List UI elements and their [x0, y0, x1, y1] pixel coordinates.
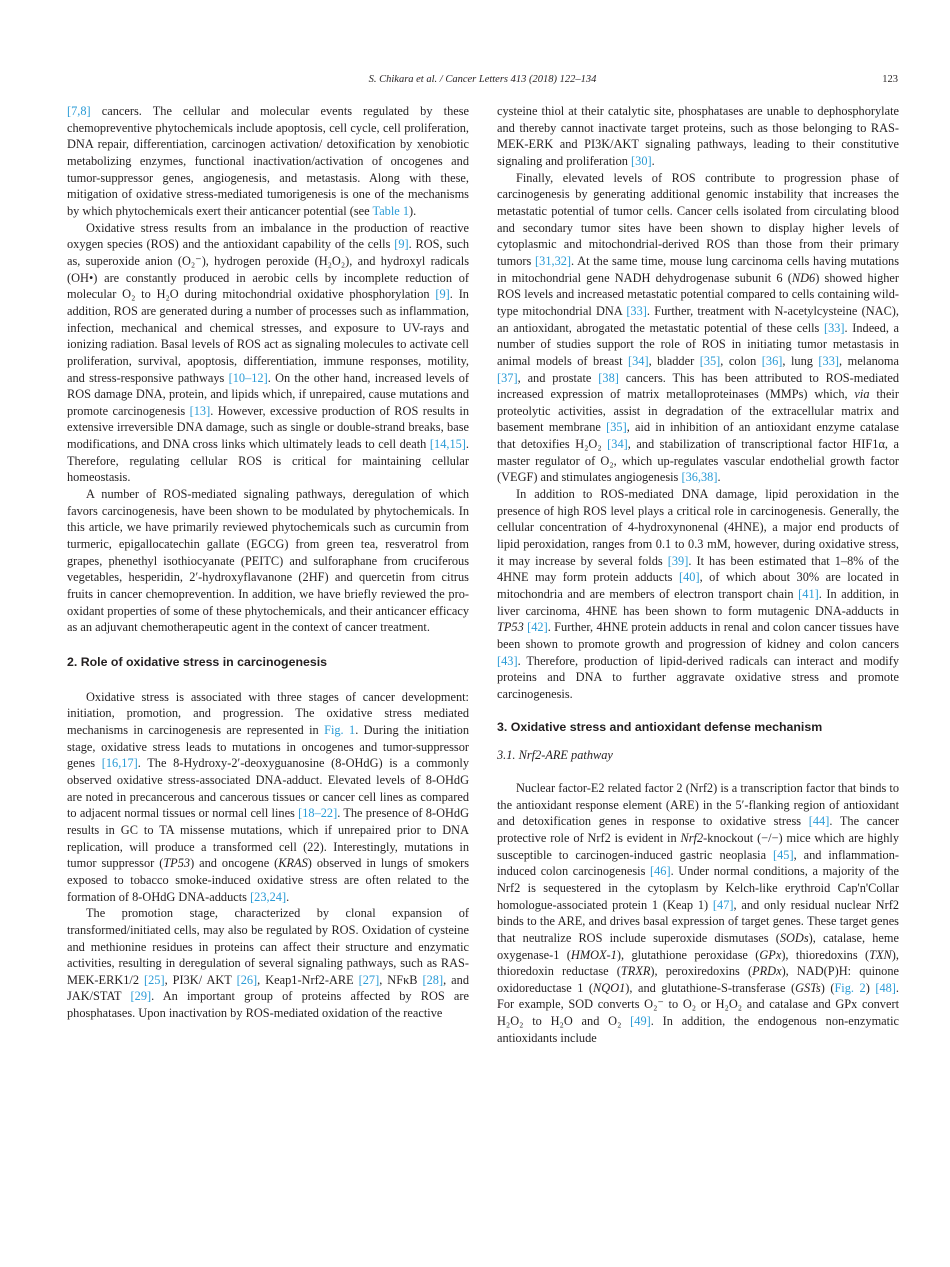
citation-link[interactable]: [18–22]: [298, 806, 338, 821]
citation-link[interactable]: [7,8]: [67, 104, 91, 118]
citation-link[interactable]: [9]: [435, 287, 450, 302]
citation-link[interactable]: [49]: [630, 1014, 651, 1029]
citation-link[interactable]: [10–12]: [228, 370, 268, 385]
citation-link[interactable]: [33]: [626, 303, 647, 318]
citation-link[interactable]: [9]: [394, 237, 409, 252]
paragraph: [7,8] cancers. The cellular and molecular events regulated by these chemopreventive phytochemicals include apoptosis, cell cycle, cell proliferation, DNA repair, differentiation, carcinogen activation/ detoxification by xenobiotic metabolizing enzymes, functional inactivation/activation of oncogenes and tumor-suppressor genes, angiogenesis, and metastasis. Along with these, mitigation of oxidative stress-mediated tumorigenesis is one of the mechanisms by which phytochemicals exert their anticancer potential (see Table 1).: [67, 104, 469, 218]
running-title: S. Chikara et al. / Cancer Letters 413 (2018) 122–134: [368, 74, 597, 85]
citation-link[interactable]: [25]: [144, 972, 165, 987]
citation-link[interactable]: [45]: [773, 847, 794, 862]
citation-link[interactable]: [31,32]: [535, 253, 572, 268]
figure-link[interactable]: Fig. 2: [834, 980, 866, 995]
table-link[interactable]: Table 1: [372, 203, 410, 218]
citation-link[interactable]: [42]: [527, 620, 548, 635]
citation-link[interactable]: [34]: [607, 437, 628, 452]
citation-link[interactable]: [26]: [236, 972, 258, 987]
right-column: [497, 103, 899, 1046]
citation-link[interactable]: [13]: [189, 403, 211, 418]
citation-link[interactable]: [38]: [598, 370, 619, 385]
paragraph: Finally, elevated levels of ROS contribute to progression phase of carcinogenesis by generating additional genomic instability that increases the metastatic potential of tumor cells. Cancer cells isolated from circulating blood and secondary tumor sites have been shown to display higher levels of cytoplasmic and mitochondrial-derived ROS than those from their primary tumors [31,32]. At the same time, mouse lung carcinoma cells having mutations in mitochondrial gene NADH dehydrogenase subunit 6 (ND6) showed higher ROS levels and increased metastatic potential compared to cells containing wild-type mitochondrial DNA [33]. Further, treatment with N-acetylcysteine (NAC), an antioxidant, abrogated the metastatic potential of these cells [33]. Indeed, a number of studies support the role of ROS in initiating tumor metastasis in animal models of breast [34], bladder [35], colon [36], lung [33], melanoma [37], and prostate [38] cancers. This has been attributed to ROS-mediated increased expression of matrix metalloproteinases (MMPs) which, via their proteolytic activities, assist in degradation of the extracellular matrix and basement membrane [35], aid in inhibition of an antioxidant enzyme catalase that detoxifies H₂O₂ [34], and stabilization of transcriptional factor HIF1α, a master regulator of O₂, which up-regulates vascular endothelial growth factor (VEGF) and stimulates angiogenesis [36,38].: [497, 170, 900, 485]
citation-link[interactable]: [27]: [358, 972, 380, 987]
citation-link[interactable]: [35]: [606, 420, 627, 435]
citation-link[interactable]: [14,15]: [429, 437, 466, 452]
citation-link[interactable]: [40]: [678, 570, 700, 585]
citation-link[interactable]: [48]: [875, 980, 896, 995]
citation-link[interactable]: [29]: [130, 989, 152, 1004]
page-number: 123: [882, 74, 898, 85]
citation-link[interactable]: [36]: [761, 353, 783, 368]
left-column: [67, 103, 469, 1022]
paragraph: The promotion stage, characterized by clonal expansion of transformed/initiated cells, may also be regulated by ROS. Oxidation of cysteine and methionine residues in proteins can affect their structure and enzymatic activities, resulting in deregulation of several signaling pathways, such as RAS-MEK-ERK1/2 [25], PI3K/ AKT [26], Keap1-Nrf2-ARE [27], NFκB [28], and JAK/STAT [29]. An important group of proteins affected by ROS are phosphatases. Upon inactivation by ROS-mediated oxidation of the reactive: [67, 906, 469, 1021]
paragraph: cysteine thiol at their catalytic site, phosphatases are unable to dephosphorylate and thereby cannot inactivate target proteins, such as those belonging to RAS-MEK-ERK and PI3K/AKT signaling pathways, leading to their constitutive signaling and proliferation [30].: [497, 104, 899, 168]
citation-link[interactable]: [16,17]: [101, 756, 138, 771]
paragraph: In addition to ROS-mediated DNA damage, lipid peroxidation in the presence of high ROS level plays a critical role in carcinogenesis. Generally, the cellular concentration of 4-hydroxynonenal (4HNE), a major end products of lipid peroxidation, ranges from 0.1 to 0.3 mM, however, during oxidative stress, it may increase by several folds [39]. It has been estimated that 1–8% of the 4HNE may form protein adducts [40], of which about 30% are located in mitochondria and are members of electron transport chain [41]. In addition, in liver carcinoma, 4HNE has been shown to form mutagenic DNA-adducts in TP53 [42]. Further, 4HNE protein adducts in renal and colon cancer tissues have been shown to promote growth and progression of kidney and colon cancers [43]. Therefore, production of lipid-derived radicals can interact and modify proteins and DNA to further aggravate oxidative stress and promote carcinogenesis.: [497, 487, 900, 701]
subsection-heading: 3.1. Nrf2-ARE pathway: [497, 748, 613, 763]
page-header: [67, 74, 898, 90]
citation-link[interactable]: [43]: [497, 653, 518, 668]
paragraph: A number of ROS-mediated signaling pathways, deregulation of which favors carcinogenesis, have been shown to be modulated by phytochemicals. In this article, we have primarily reviewed phytochemicals such as curcumin from turmeric, epigallocatechin gallate (EGCG) from green tea, resveratrol from grapes, phenethyl isothiocyanate (PEITC) and sulforaphane from cruciferous vegetables, hesperidin, 2′-hydroxyflavanone (2HF) and quercetin from citrus fruits in cancer chemoprevention. In addition, we have briefly reviewed the pro-oxidant properties of some of these phytochemicals, and their anticancer efficacy as an adjuvant chemotherapeutic agent in the context of cancer treatment.: [67, 487, 469, 635]
citation-link[interactable]: [46]: [650, 864, 671, 879]
citation-link[interactable]: [28]: [422, 972, 444, 987]
citation-link[interactable]: [33]: [818, 353, 839, 368]
citation-link[interactable]: [47]: [712, 897, 734, 912]
citation-link[interactable]: [33]: [823, 320, 845, 335]
section-heading-2: 2. Role of oxidative stress in carcinogenesis: [67, 655, 328, 669]
citation-link[interactable]: [34]: [628, 353, 649, 368]
citation-link[interactable]: [44]: [808, 814, 830, 829]
paragraph: Oxidative stress is associated with three stages of cancer development: initiation, promotion, and progression. The oxidative stress mediated mechanisms in carcinogenesis are represented in Fig. 1. During the initiation stage, oxidative stress leads to mutations in oncogenes and tumor-suppressor genes [16,17]. The 8-Hydroxy-2′-deoxyguanosine (8-OHdG) is a commonly observed oxidative stress-associated DNA-adduct. Elevated levels of 8-OHdG are noted in precancerous and cancerous tissues or cancer cell lines as compared to adjacent normal tissues or normal cell lines [18–22]. The presence of 8-OHdG results in GC to TA missense mutations, which if unrepaired prior to DNA replication, will produce a transformed cell (22). Interestingly, mutations in tumor suppressor (TP53) and oncogene (KRAS) observed in lungs of smokers exposed to tobacco smoke-induced oxidative stress are often related to the formation of 8-OHdG DNA-adducts [23,24].: [67, 689, 470, 904]
figure-link[interactable]: Fig. 1: [324, 722, 356, 737]
section-heading-3: 3. Oxidative stress and antioxidant defense mechanism: [497, 719, 823, 734]
paragraph: Nuclear factor-E2 related factor 2 (Nrf2) is a transcription factor that binds to the antioxidant response element (ARE) in the 5′-flanking region of antioxidant and detoxification genes in response to oxidative stress [44]. The cancer protective role of Nrf2 is evident in Nrf2-knockout (−/−) mice which are highly susceptible to carcinogen-induced gastric neoplasia [45], and inflammation-induced colon carcinogenesis [46]. Under normal conditions, a majority of the Nrf2 is sequestered in the cytoplasm by Kelch-like erythroid Cap'n'Collar homologue-associated protein 1 (Keap 1) [47], and only residual nuclear Nrf2 binds to the ARE, and drives basal expression of target genes. These target genes that neutralize ROS include superoxide dismutases (SODs), catalase, heme oxygenase-1 (HMOX-1), glutathione peroxidase (GPx), thioredoxins (TXN), thioredoxin reductase (TRXR), peroxiredoxins (PRDx), NAD(P)H: quinone oxidoreductase 1 (NQO1), and glutathione-S-transferase (GSTs) (Fig. 2) [48]. For example, SOD converts O₂⁻ to O₂ or H₂O₂ and catalase and GPx convert H₂O₂ to H₂O and O₂ [49]. In addition, the endogenous non-enzymatic antioxidants include: [497, 780, 900, 1045]
paragraph: Oxidative stress results from an imbalance in the production of reactive oxygen species (ROS) and the antioxidant capability of the cells [9]. ROS, such as, superoxide anion (O₂⁻), hydrogen peroxide (H₂O₂), and hydroxyl radicals (OH•) are constantly produced in aerobic cells by incomplete reduction of molecular O₂ to H₂O during mitochondrial oxidative phosphorylation [9]. In addition, ROS are generated during a number of processes such as inflammation, infection, mechanical and chemical stresses, and exposure to UV-rays and ionizing radiation. Basal levels of ROS act as signaling molecules to activate cell proliferation, survival, apoptosis, differentiation, immune responses, motility, and stress-responsive pathways [10–12]. On the other hand, increased levels of ROS damage DNA, protein, and lipids which, if unrepaired, cause mutations and promote carcinogenesis [13]. However, excessive production of ROS results in extensive irreversible DNA damage, such as single or double-strand breaks, base modifications, and DNA cross links which ultimately leads to cell death [14,15]. Therefore, regulating cellular ROS is critical for maintaining cellular homeostasis.: [67, 220, 469, 485]
citation-link[interactable]: [23,24]: [250, 889, 287, 904]
citation-link[interactable]: [35]: [699, 353, 721, 368]
citation-link[interactable]: [39]: [667, 553, 689, 568]
citation-link[interactable]: [36,38]: [681, 470, 718, 485]
citation-link[interactable]: [37]: [497, 370, 518, 385]
citation-link[interactable]: [30]: [631, 153, 652, 168]
citation-link[interactable]: [41]: [798, 587, 819, 602]
